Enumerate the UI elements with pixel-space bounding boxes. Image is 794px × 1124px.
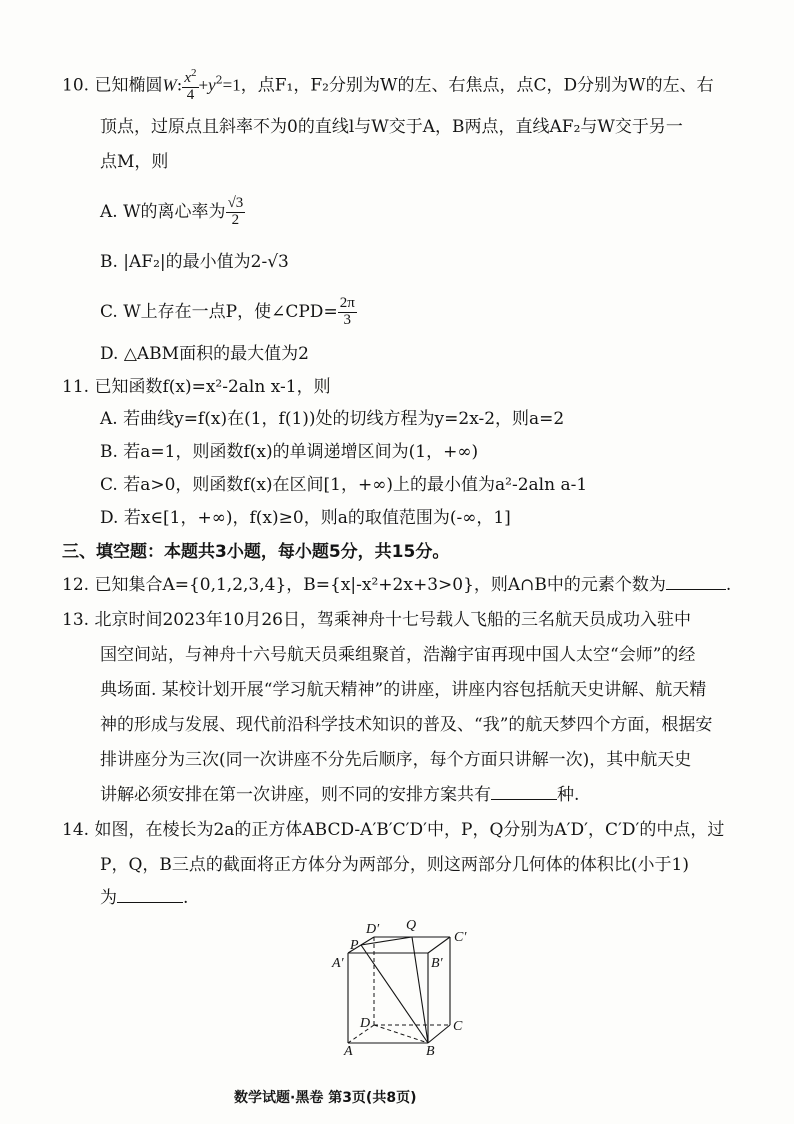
label-B1: B′	[431, 956, 443, 971]
q13-line1: 13. 北京时间2023年10月26日，驾乘神舟十七号载人飞船的三名航天员成功入驻中	[62, 610, 691, 630]
label-C: C	[453, 1019, 463, 1034]
q10-stem-line3: 点M，则	[100, 152, 169, 172]
cube-figure	[330, 915, 480, 1055]
q10-option-a: A. W的离心率为 $\frac{√3}{2}$	[100, 195, 244, 228]
label-D1: D′	[366, 922, 380, 937]
q13-line3: 典场面. 某校计划开展“学习航天精神”的讲座，讲座内容包括航天史讲解、航天精	[100, 680, 707, 700]
q14-line3: 为 .	[100, 888, 189, 908]
section-3-heading: 三、填空题：本题共3小题，每小题5分，共15分。	[62, 542, 450, 562]
q12-text: 12. 已知集合A={0,1,2,3,4}，B={x|-x²+2x+3>0}，则A∩B中的元素个数为 .	[62, 575, 732, 595]
q13-line2: 国空间站，与神舟十六号航天员乘组聚首，浩瀚宇宙再现中国人太空“会师”的经	[100, 645, 696, 665]
q11-option-b: B. 若a=1，则函数f(x)的单调递增区间为(1，+∞)	[100, 442, 479, 462]
label-D: D	[360, 1016, 371, 1031]
segment-PQ	[361, 937, 412, 945]
edge-BC	[428, 1025, 450, 1043]
answer-blank	[117, 888, 183, 903]
label-B: B	[426, 1044, 435, 1055]
label-C1: C′	[454, 930, 467, 945]
q13-line6: 讲解必须安排在第一次讲座，则不同的安排方案共有 种.	[100, 785, 580, 805]
q11-stem: 11. 已知函数f(x)=x²-2aln x-1，则	[62, 377, 331, 397]
edge-C1B1	[428, 937, 450, 953]
answer-blank	[491, 785, 557, 800]
q10-option-c: C. W上存在一点P，使∠CPD= $\frac{2\pi}{3}$	[100, 295, 355, 328]
q13-line5: 排讲座分为三次(同一次讲座不分先后顺序，每个方面只讲解一次)，其中航天史	[100, 750, 692, 770]
q10-stem-line1: 10. 已知椭圆W: $\frac{x^2}{4}$ $+y^2=1$，点F₁，F₂分别为W的左、右焦点，点C，D分别为W的左、右	[62, 67, 714, 103]
q14-line2: P，Q，B三点的截面将正方体分为两部分，则这两部分几何体的体积比(小于1)	[100, 855, 689, 875]
q10-option-b: B. |AF₂|的最小值为2-√3	[100, 252, 289, 272]
q11-option-c: C. 若a>0，则函数f(x)在区间[1，+∞)上的最小值为a²-2aln a-1	[100, 475, 588, 495]
q11-option-d: D. 若x∈[1，+∞)，f(x)≥0，则a的取值范围为(-∞，1]	[100, 508, 511, 528]
label-A1: A′	[332, 956, 344, 971]
q13-line4: 神的形成与发展、现代前沿科学技术知识的普及、“我”的航天梦四个方面，根据安	[100, 715, 713, 735]
ellipse-fraction: $\frac{x^2}{4}$	[184, 67, 197, 103]
segment-PB	[361, 945, 428, 1043]
segment-DB	[374, 1025, 428, 1043]
q10-option-d: D. △ABM面积的最大值为2	[100, 344, 309, 364]
label-P: P	[350, 938, 359, 953]
label-A: A	[344, 1044, 353, 1055]
q10-stem-line2: 顶点，过原点且斜率不为0的直线l与W交于A，B两点，直线AF₂与W交于另一	[100, 117, 683, 137]
answer-blank	[666, 575, 726, 590]
label-Q: Q	[406, 918, 417, 933]
q14-line1: 14. 如图，在棱长为2a的正方体ABCD-A′B′C′D′中，P，Q分别为A′D′，C′D′的中点，过	[62, 820, 725, 840]
q10-number: 10.	[62, 75, 90, 96]
page-footer: 数学试题·黑卷 第3页(共8页)	[234, 1090, 417, 1106]
q11-option-a: A. 若曲线y=f(x)在(1，f(1))处的切线方程为y=2x-2，则a=2	[100, 409, 565, 429]
